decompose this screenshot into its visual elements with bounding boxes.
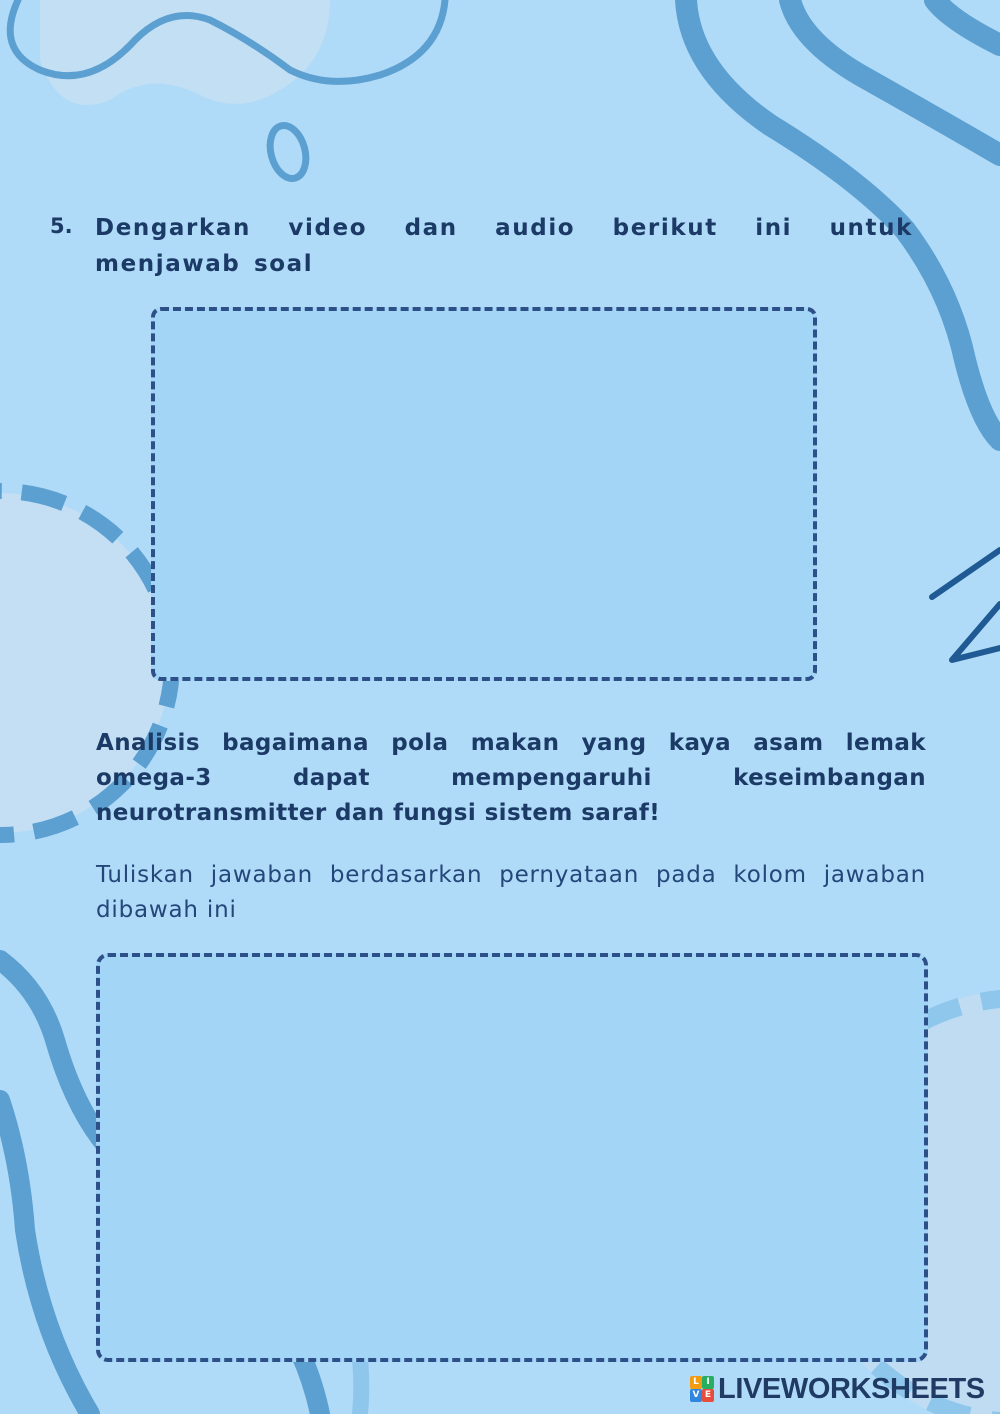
- decor-wave-bottom-left-2: [0, 1100, 90, 1414]
- logo-letter-l: L: [690, 1376, 702, 1389]
- liveworksheets-logo: [690, 1372, 985, 1406]
- logo-letter-i: I: [702, 1376, 714, 1389]
- decor-loop: [265, 122, 312, 183]
- logo-letter-v: V: [690, 1389, 702, 1402]
- decor-zigzag: [932, 550, 1000, 660]
- logo-letter-e: E: [702, 1389, 714, 1402]
- answer-textarea[interactable]: [96, 953, 928, 1362]
- decor-wave-right-corner: [935, 0, 1000, 45]
- question-prompt: Analisis bagaimana pola makan yang kaya asam lemak omega-3 dapat mempengaruhi keseimbangan neurotransmitter dan fungsi sistem saraf!: [96, 730, 926, 826]
- question-number: 5.: [50, 214, 73, 238]
- liveworksheets-brand: LIVEWORKSHEETS: [718, 1372, 985, 1405]
- answer-instruction: Tuliskan jawaban berdasarkan pernyataan pada kolom jawaban dibawah ini: [96, 862, 926, 923]
- question-text: Dengarkan video dan audio berikut ini untuk menjawab soal: [95, 215, 913, 277]
- media-placeholder-box[interactable]: [151, 307, 817, 681]
- liveworksheets-logo-icon: [690, 1376, 714, 1402]
